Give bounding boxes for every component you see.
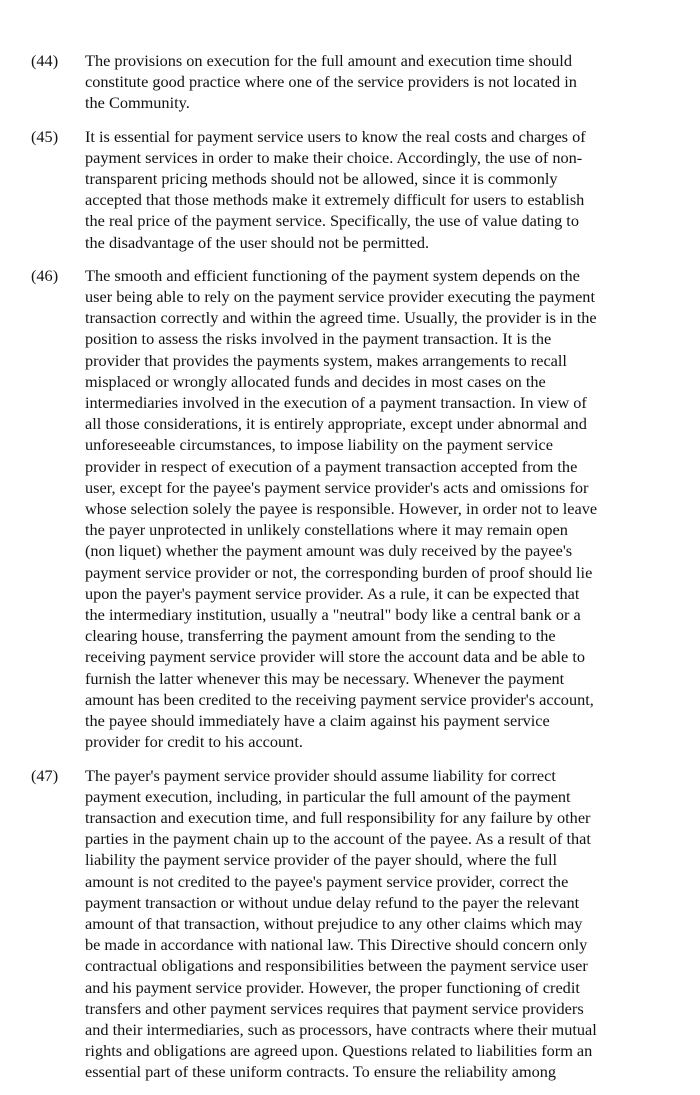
text-line: amount is not credited to the payee's payment service provider, correct the bbox=[85, 871, 569, 891]
text-line: amount has been credited to the receiving payment service provider's account, bbox=[85, 689, 594, 709]
text-line: the disadvantage of the user should not be permitted. bbox=[85, 232, 430, 252]
text-line: user being able to rely on the payment service provider executing the payment bbox=[85, 287, 595, 307]
text-line: payment services in order to make their choice. Accordingly, the use of non- bbox=[85, 147, 583, 167]
text-line: intermediaries involved in the execution of a payment transaction. In view of bbox=[85, 393, 587, 413]
text-line: misplaced or wrongly allocated funds and decides in most cases on the bbox=[85, 371, 546, 391]
recital-number: (46) bbox=[31, 265, 59, 285]
text-line: essential part of these uniform contracts. To ensure the reliability among bbox=[85, 1062, 557, 1082]
text-line: upon the payer's payment service provider. As a rule, it can be expected that bbox=[85, 583, 580, 603]
recital-paragraph bbox=[0, 265, 700, 753]
text-line: transaction correctly and within the agreed time. Usually, the provider is in the bbox=[85, 308, 597, 328]
text-line: the Community. bbox=[85, 93, 190, 113]
text-line: receiving payment service provider will store the account data and be able to bbox=[85, 647, 585, 667]
text-line: amount of that transaction, without prejudice to any other claims which may bbox=[85, 913, 583, 933]
text-line: unforeseeable circumstances, to impose liability on the payment service bbox=[85, 435, 553, 455]
text-line: contractual obligations and responsibilities between the payment service user bbox=[85, 956, 588, 976]
text-line: The provisions on execution for the full amount and execution time should bbox=[85, 51, 572, 70]
text-line: The payer's payment service provider should assume liability for correct bbox=[85, 765, 556, 785]
text-line: provider for credit to his account. bbox=[85, 732, 303, 752]
text-line: transfers and other payment services requires that payment service providers bbox=[85, 998, 584, 1018]
text-line: transparent pricing methods should not be allowed, since it is commonly bbox=[85, 169, 558, 189]
text-line: payment transaction or without undue delay refund to the payer the relevant bbox=[85, 892, 580, 912]
text-line: all those considerations, it is entirely appropriate, except under abnormal and bbox=[85, 414, 587, 434]
text-line: liability the payment service provider of the payer should, where the full bbox=[85, 850, 558, 870]
text-line: parties in the payment chain up to the account of the payee. As a result of that bbox=[85, 829, 591, 849]
recital-paragraph bbox=[0, 765, 700, 1083]
recital-paragraph bbox=[0, 126, 700, 253]
text-line: the real price of the payment service. Specifically, the use of value dating to bbox=[85, 211, 579, 231]
recital-number: (44) bbox=[31, 51, 59, 70]
text-line: clearing house, transferring the payment amount from the sending to the bbox=[85, 626, 556, 646]
text-line: the payee should immediately have a claim against his payment service bbox=[85, 711, 550, 731]
text-line: provider that provides the payments system, makes arrangements to recall bbox=[85, 350, 567, 370]
text-line: provider in respect of execution of a payment transaction accepted from the bbox=[85, 456, 578, 476]
text-line: accepted that those methods make it extremely difficult for users to establish bbox=[85, 190, 585, 210]
text-line: the payer unprotected in unlikely constellations where it may remain open bbox=[85, 520, 568, 540]
document-page bbox=[0, 50, 700, 1095]
text-line: (non liquet) whether the payment amount was duly received by the payee's bbox=[85, 541, 573, 561]
text-line: rights and obligations are agreed upon. Questions related to liabilities form an bbox=[85, 1041, 593, 1061]
text-line: and his payment service provider. However, the proper functioning of credit bbox=[85, 977, 580, 997]
text-line: It is essential for payment service users to know the real costs and charges of bbox=[85, 126, 586, 146]
text-line: user, except for the payee's payment service provider's acts and omissions for bbox=[85, 477, 589, 497]
text-line: furnish the latter whenever this may be necessary. Whenever the payment bbox=[85, 668, 565, 688]
recital-paragraph bbox=[0, 50, 700, 114]
text-line: and their intermediaries, such as processors, have contracts where their mutual bbox=[85, 1019, 597, 1039]
text-line: The smooth and efficient functioning of the payment system depends on the bbox=[85, 265, 580, 285]
text-line: payment service provider or not, the corresponding burden of proof should lie bbox=[85, 562, 593, 582]
text-line: be made in accordance with national law. This Directive should concern only bbox=[85, 935, 588, 955]
text-line: transaction and execution time, and full responsibility for any failure by other bbox=[85, 807, 591, 827]
text-line: constitute good practice where one of the service providers is not located in bbox=[85, 72, 577, 92]
text-line: position to assess the risks involved in the payment transaction. It is the bbox=[85, 329, 552, 349]
recital-number: (47) bbox=[31, 765, 59, 785]
text-line: the intermediary institution, usually a "neutral" body like a central bank or a bbox=[85, 605, 581, 625]
text-line: whose selection solely the payee is responsible. However, in order not to leave bbox=[85, 499, 598, 519]
text-line: payment execution, including, in particular the full amount of the payment bbox=[85, 786, 571, 806]
recital-number: (45) bbox=[31, 126, 59, 146]
